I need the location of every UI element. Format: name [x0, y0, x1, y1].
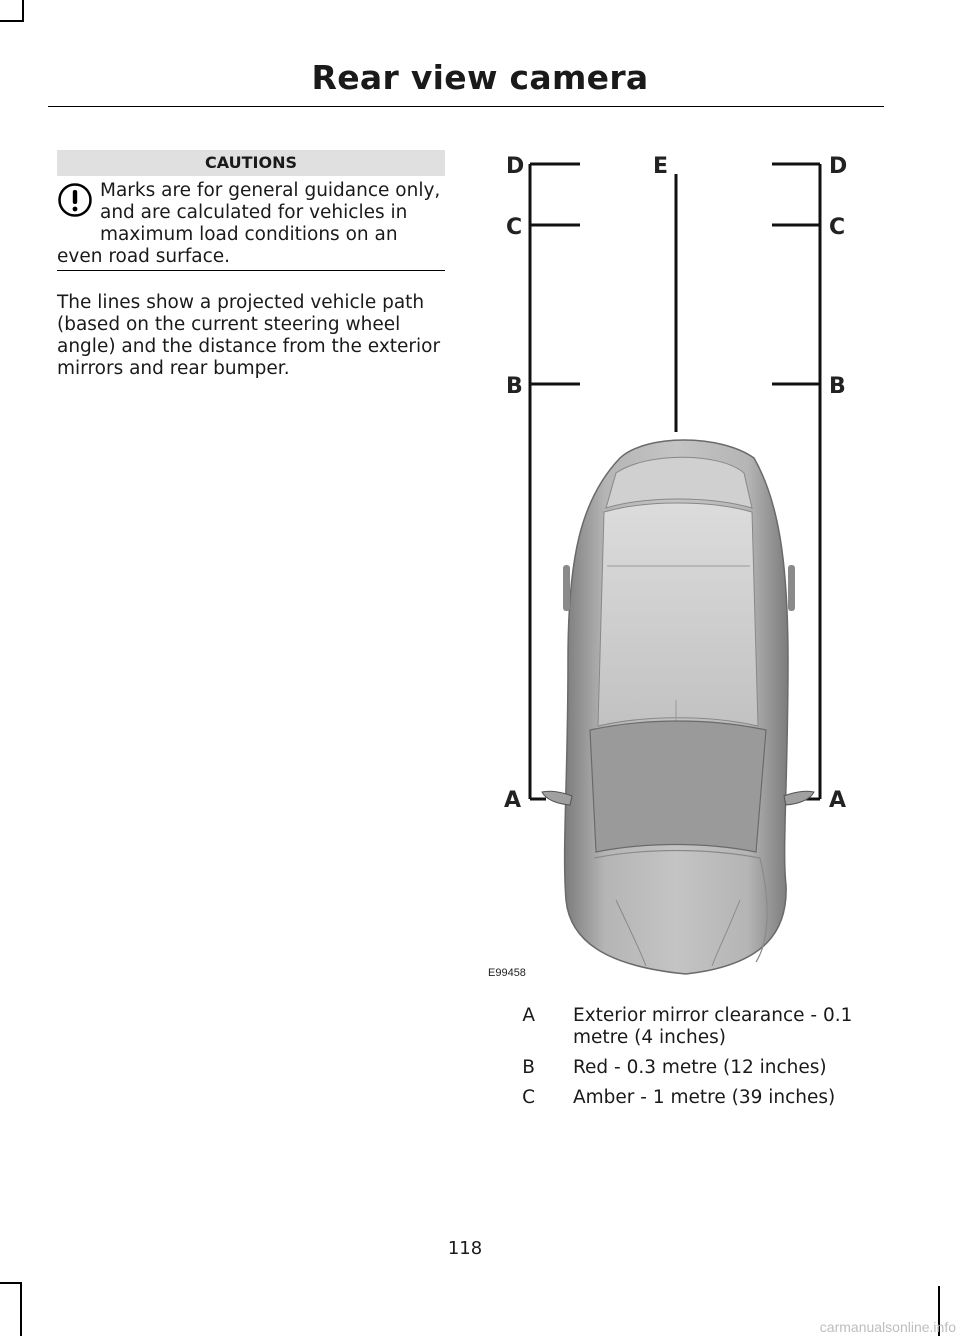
crop-mark: [22, 0, 24, 20]
label-a-right: A: [829, 788, 847, 813]
legend: [500, 1005, 880, 1117]
crop-mark: [20, 1282, 22, 1336]
label-c-left: C: [506, 215, 523, 240]
caution-text: [57, 180, 447, 268]
cautions-heading: CAUTIONS: [57, 150, 445, 176]
legend-desc: Exterior mirror clearance - 0.1 metre (4 inches): [573, 1005, 853, 1048]
label-b-right: B: [829, 374, 846, 399]
label-b-left: B: [506, 374, 523, 399]
figure-code: E99458: [488, 967, 526, 979]
crop-mark: [0, 1282, 22, 1284]
car-illustration: [542, 440, 814, 974]
crop-mark: [0, 20, 24, 22]
legend-key: B: [522, 1057, 535, 1078]
caution-divider: [57, 270, 445, 271]
camera-guidance-diagram: [470, 140, 890, 985]
legend-row: [500, 1057, 880, 1079]
label-c-right: C: [829, 215, 846, 240]
caution-paragraph: Marks are for general guidance only, and are calculated for vehicles in maximum load conditions on an even road surface.: [57, 180, 441, 267]
legend-row: [500, 1005, 880, 1049]
label-d-right: D: [829, 154, 848, 179]
header-divider: [48, 106, 884, 107]
page-title: Rear view camera: [311, 58, 649, 97]
legend-key: C: [522, 1087, 535, 1108]
label-a-left: A: [504, 788, 522, 813]
label-d-left: D: [506, 154, 525, 179]
legend-row: [500, 1087, 880, 1109]
label-e: E: [653, 154, 669, 179]
legend-desc: Amber - 1 metre (39 inches): [573, 1087, 836, 1108]
watermark[interactable]: carmanualsonline.info: [819, 1319, 956, 1335]
page-number: 118: [447, 1238, 483, 1259]
legend-desc: Red - 0.3 metre (12 inches): [573, 1057, 827, 1078]
body-paragraph: The lines show a projected vehicle path (based on the current steering wheel angle) and the distance from the exterior mirrors and rear bumper.: [57, 292, 441, 379]
legend-key: A: [522, 1005, 535, 1026]
